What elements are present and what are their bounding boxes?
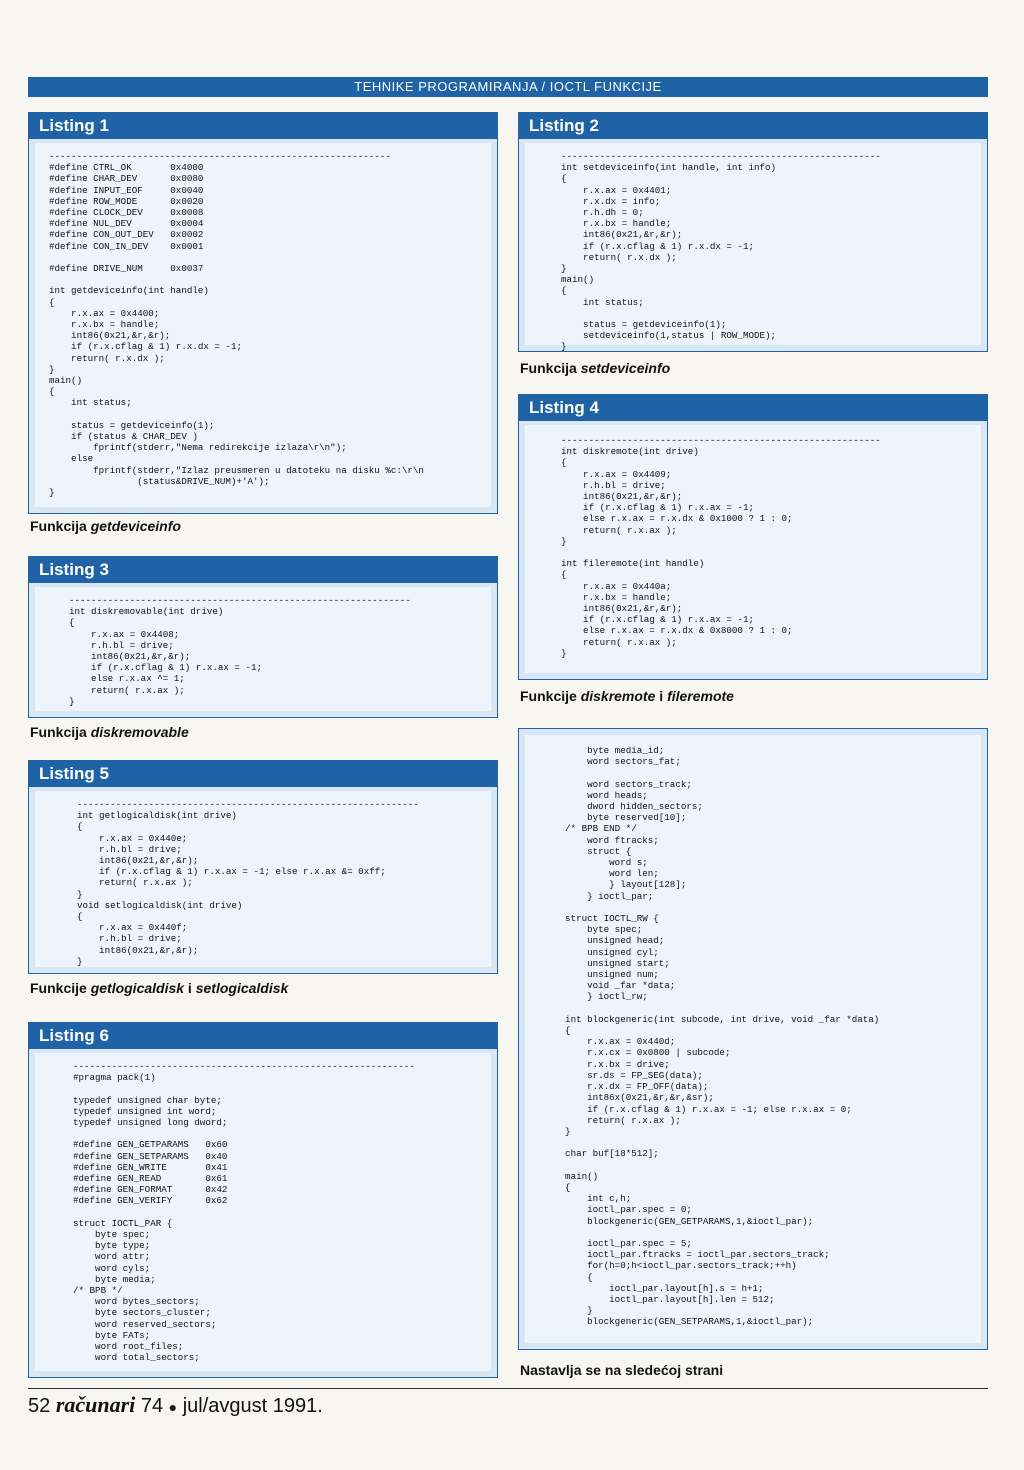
caption-2: Funkcija setdeviceinfo — [520, 360, 671, 376]
listing-6-title: Listing 6 — [29, 1023, 497, 1049]
listing-3-code: -------------------------------------------------------------- int diskremovable(int drive) { r.x.ax = 0x4408; r.h.bl = drive; int86(0x21,&r,&r); if (r.x.cflag & 1) r.x.ax = -1; else r.x.ax ^= 1; return( r.x.ax ); } — [69, 595, 411, 707]
listing-4-box — [518, 394, 988, 680]
listing-3-box — [28, 556, 498, 718]
listing-3-panel — [35, 587, 491, 711]
caption-5: Funkcije getlogicaldisk i setlogicaldisk — [30, 980, 289, 996]
listing-2-panel — [525, 143, 981, 353]
listing-1-title: Listing 1 — [29, 113, 497, 139]
listing-2-title: Listing 2 — [519, 113, 987, 139]
listing-5-box — [28, 760, 498, 974]
caption-3: Funkcija diskremovable — [30, 724, 189, 740]
footer-rule — [28, 1388, 988, 1389]
section-header: TEHNIKE PROGRAMIRANJA / IOCTL FUNKCIJE — [28, 77, 988, 97]
issue-number: 74 — [140, 1395, 164, 1417]
listing-7-panel — [525, 735, 981, 1343]
listing-7-code: byte media_id; word sectors_fat; word sectors_track; word heads; dword hidden_sectors; byte reserved[10]; /* BPB END */ word ftracks; struct { word s; word len; } layout[128]; } ioctl_par; struct IOCTL_RW { byte spec; unsigned head; unsigned cyl; unsigned start; unsigned num; void _far *data; } ioctl_rw; int blockgeneric(int subcode, int drive, void _far *data) { r.x.ax = 0x440d; r.x.cx = 0x0800 | subcode; r.x.bx = drive; sr.ds = FP_SEG(data); r.x.dx = FP_OFF(data); int86x(0x21,&r,&r,&sr); if (r.x.cflag & 1) r.x.ax = -1; else r.x.ax = 0; return( r.x.ax ); } char buf[18*512]; main() { int c,h; ioctl_par.spec = 0; blockgeneric(GEN_GETPARAMS,1,&ioctl_par); ioctl_par.spec = 5; ioctl_par.ftracks = ioctl_par.sectors_track; for(h=0;h<ioctl_par.sectors_track;++h) { ioctl_par.layout[h].s = h+1; ioctl_par.layout[h].len = 512; } blockgeneric(GEN_SETPARAMS,1,&ioctl_par); — [565, 745, 880, 1328]
listing-6-panel — [35, 1053, 491, 1371]
listing-6-code: -------------------------------------------------------------- #pragma pack(1) typedef unsigned char byte; typedef unsigned int word; typedef unsigned long dword; #define GEN_GETPARAMS 0x60 #define GEN_SETPARAMS 0x40 #define GEN_WRITE 0x41 #define GEN_READ 0x61 #define GEN_FORMAT 0x42 #define GEN_VERIFY 0x62 struct IOCTL_PAR { byte spec; byte type; word attr; word cyls; byte media; /* BPB */ word bytes_sectors; byte sectors_cluster; word reserved_sectors; byte FATs; word root_files; word total_sectors; — [73, 1061, 415, 1364]
issue-date: jul/avgust 1991. — [182, 1395, 323, 1417]
caption-1: Funkcija getdeviceinfo — [30, 518, 181, 534]
listing-4-title: Listing 4 — [519, 395, 987, 421]
page-footer — [28, 1392, 323, 1418]
listing-3-title: Listing 3 — [29, 557, 497, 583]
listing-1-panel — [35, 143, 491, 507]
listing-6-box — [28, 1022, 498, 1378]
caption-4: Funkcije diskremote i fileremote — [520, 688, 734, 704]
listing-5-code: -------------------------------------------------------------- int getlogicaldisk(int drive) { r.x.ax = 0x440e; r.h.bl = drive; int86(0x21,&r,&r); if (r.x.cflag & 1) r.x.ax = -1; else r.x.ax &= 0xff; return( r.x.ax ); } void setlogicaldisk(int drive) { r.x.ax = 0x440f; r.h.bl = drive; int86(0x21,&r,&r); } — [77, 799, 419, 967]
page-number: 52 — [28, 1395, 51, 1417]
listing-5-title: Listing 5 — [29, 761, 497, 787]
magazine-logo: računari — [55, 1392, 136, 1417]
listing-7-box — [518, 728, 988, 1350]
listing-4-panel — [525, 425, 981, 673]
listing-2-box — [518, 112, 988, 352]
listing-1-code: -------------------------------------------------------------- #define CTRL_OK 0x4000 #define CHAR_DEV 0x0080 #define INPUT_EOF 0x0040 #define ROW_MODE 0x0020 #define CLOCK_DEV 0x0008 #define NUL_DEV 0x0004 #define CON_OUT_DEV 0x0002 #define CON_IN_DEV 0x0001 #define DRIVE_NUM 0x0037 int getdeviceinfo(int handle) { r.x.ax = 0x4400; r.x.bx = handle; int86(0x21,&r,&r); if (r.x.cflag & 1) r.x.dx = -1; return( r.x.dx ); } main() { int status; status = getdeviceinfo(1); if (status & CHAR_DEV ) fprintf(stderr,"Nema redirekcije izlaza\r\n"); else fprintf(stderr,"Izlaz preusmeren u datoteku na disku %c:\r\n (status&DRIVE_NUM)+'A'); } — [49, 151, 424, 499]
listing-1-box — [28, 112, 498, 514]
listing-4-code: ---------------------------------------------------------- int diskremote(int drive) { r.x.ax = 0x4409; r.h.bl = drive; int86(0x21,&r,&r); if (r.x.cflag & 1) r.x.ax = -1; else r.x.ax = r.x.dx & 0x1000 ? 1 : 0; return( r.x.ax ); } int fileremote(int handle) { r.x.ax = 0x440a; r.x.bx = handle; int86(0x21,&r,&r); if (r.x.cflag & 1) r.x.ax = -1; else r.x.ax = r.x.dx & 0x8000 ? 1 : 0; return( r.x.ax ); } — [561, 435, 881, 659]
bullet: ● — [168, 1399, 178, 1415]
caption-7: Nastavlja se na sledećoj strani — [520, 1362, 724, 1378]
listing-2-code: ---------------------------------------------------------- int setdeviceinfo(int handle, int info) { r.x.ax = 0x4401; r.x.dx = info; r.h.dh = 0; r.x.bx = handle; int86(0x21,&r,&r); if (r.x.cflag & 1) r.x.dx = -1; return( r.x.dx ); } main() { int status; status = getdeviceinfo(1); setdeviceinfo(1,status | ROW_MODE); } — [561, 151, 881, 353]
listing-5-panel — [35, 791, 491, 967]
